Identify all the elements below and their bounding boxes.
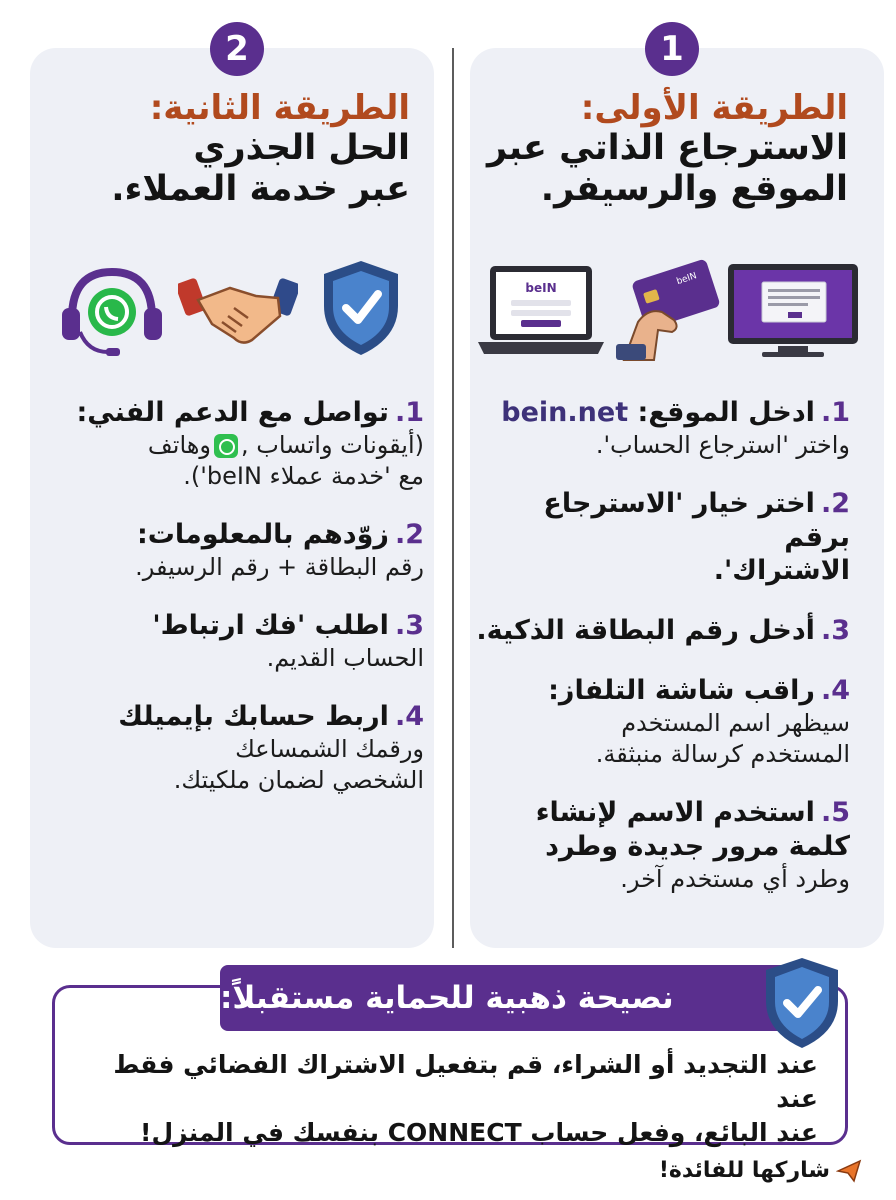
method2-title-line2: عبر خدمة العملاء.: [111, 169, 410, 210]
tip-text: [78, 1048, 818, 1149]
step-description-2: الشخصي لضمان ملكيتك.: [173, 765, 424, 794]
step-number: 4.: [820, 674, 850, 706]
method1-title-line1: الاسترجاع الذاتي عبر: [486, 128, 848, 169]
step-number: 1.: [394, 397, 424, 428]
method2-step-2: [44, 518, 424, 583]
tip-shield-icon: [760, 955, 844, 1051]
laptop-logo: beIN: [525, 281, 557, 295]
shield-check-icon: [318, 258, 404, 358]
step-title: اربط حسابك بإيميلك: [118, 701, 389, 732]
step-title: ادخل الموقع:: [637, 397, 815, 428]
step-description: [44, 430, 424, 461]
step-number: 3.: [820, 615, 850, 647]
step-description: واختر 'استرجاع الحساب'.: [595, 430, 850, 459]
step-number: 1.: [820, 397, 850, 428]
laptop-icon: [476, 262, 606, 360]
step-title: اطلب 'فك ارتباط': [152, 610, 389, 642]
bein-website-link[interactable]: bein.net: [501, 397, 629, 428]
method1-kicker: الطريقة الأولى:: [580, 88, 848, 128]
method2-step-1: [44, 396, 424, 492]
method2-step-4: [44, 700, 424, 796]
method1-title-line2: الموقع والرسيفر.: [540, 169, 848, 210]
whatsapp-headset-icon: [58, 262, 166, 358]
step-description: سيظهر اسم المستخدم: [621, 708, 850, 737]
send-icon: [836, 1159, 862, 1183]
method1-badge: 1: [645, 22, 699, 76]
whatsapp-icon: [214, 434, 238, 458]
step-description-2: مع 'خدمة عملاء beIN').: [183, 461, 424, 490]
method2-step-3: [44, 609, 424, 674]
step-description-2: المستخدم كرسالة منبثقة.: [595, 739, 850, 768]
method2-steps: [44, 396, 424, 822]
method2-title-line1: الحل الجذري: [193, 128, 410, 169]
step-description-a: (أيقونات واتساب ,: [241, 430, 424, 459]
step-description: رقم البطاقة + رقم الرسيفر.: [135, 552, 424, 581]
method1-step-3: [470, 614, 850, 648]
method1-step-4: [470, 674, 850, 770]
share-text: شاركها للفائدة!: [658, 1158, 830, 1183]
tip-banner: [220, 965, 820, 1031]
step-title: اختر خيار 'الاسترجاع برقم: [543, 487, 850, 553]
step-number: 2.: [820, 487, 850, 519]
method1-step-1: [470, 396, 850, 461]
step-title: استخدم الاسم لإنشاء: [535, 797, 815, 829]
smart-card-hand-icon: [614, 258, 722, 362]
method2-kicker: الطريقة الثانية:: [149, 88, 410, 128]
step-number: 3.: [394, 610, 424, 642]
step-title: راقب شاشة التلفاز:: [548, 674, 815, 706]
step-number: 5.: [820, 797, 850, 829]
share-cta[interactable]: [659, 1158, 862, 1183]
tip-line-2: عند البائع، وفعل حساب CONNECT بنفسك في المنزل!: [140, 1117, 818, 1147]
column-divider: [452, 48, 454, 948]
method2-heading: [50, 88, 410, 211]
step-description-b: وهاتف: [147, 430, 212, 459]
tv-icon: [726, 262, 860, 360]
method1-step-5: [470, 796, 850, 895]
step-title: أدخل رقم البطاقة الذكية.: [476, 615, 815, 647]
step-description-2: وطرد أي مستخدم آخر.: [620, 864, 850, 893]
step-description: الحساب القديم.: [266, 643, 424, 672]
step-title: زوّدهم بالمعلومات:: [136, 519, 389, 551]
tip-title: نصيحة ذهبية للحماية مستقبلاً:: [220, 980, 674, 1016]
card-logo: beIN: [675, 271, 699, 288]
step-description: الاشتراك'.: [713, 555, 850, 587]
step-description: كلمة مرور جديدة وطرد: [545, 830, 850, 862]
tip-line-1: عند التجديد أو الشراء، قم بتفعيل الاشتراك الفضائي فقط عند: [113, 1050, 818, 1113]
method2-badge: 2: [210, 22, 264, 76]
step-number: 4.: [394, 701, 424, 732]
step-number: 2.: [394, 519, 424, 551]
step-title: تواصل مع الدعم الفني:: [76, 397, 389, 428]
method1-step-2: [470, 487, 850, 588]
step-description: ورقمك الشمساعك: [235, 734, 424, 763]
handshake-icon: [178, 266, 298, 352]
method1-heading: [468, 88, 848, 211]
method1-steps: [470, 396, 850, 921]
